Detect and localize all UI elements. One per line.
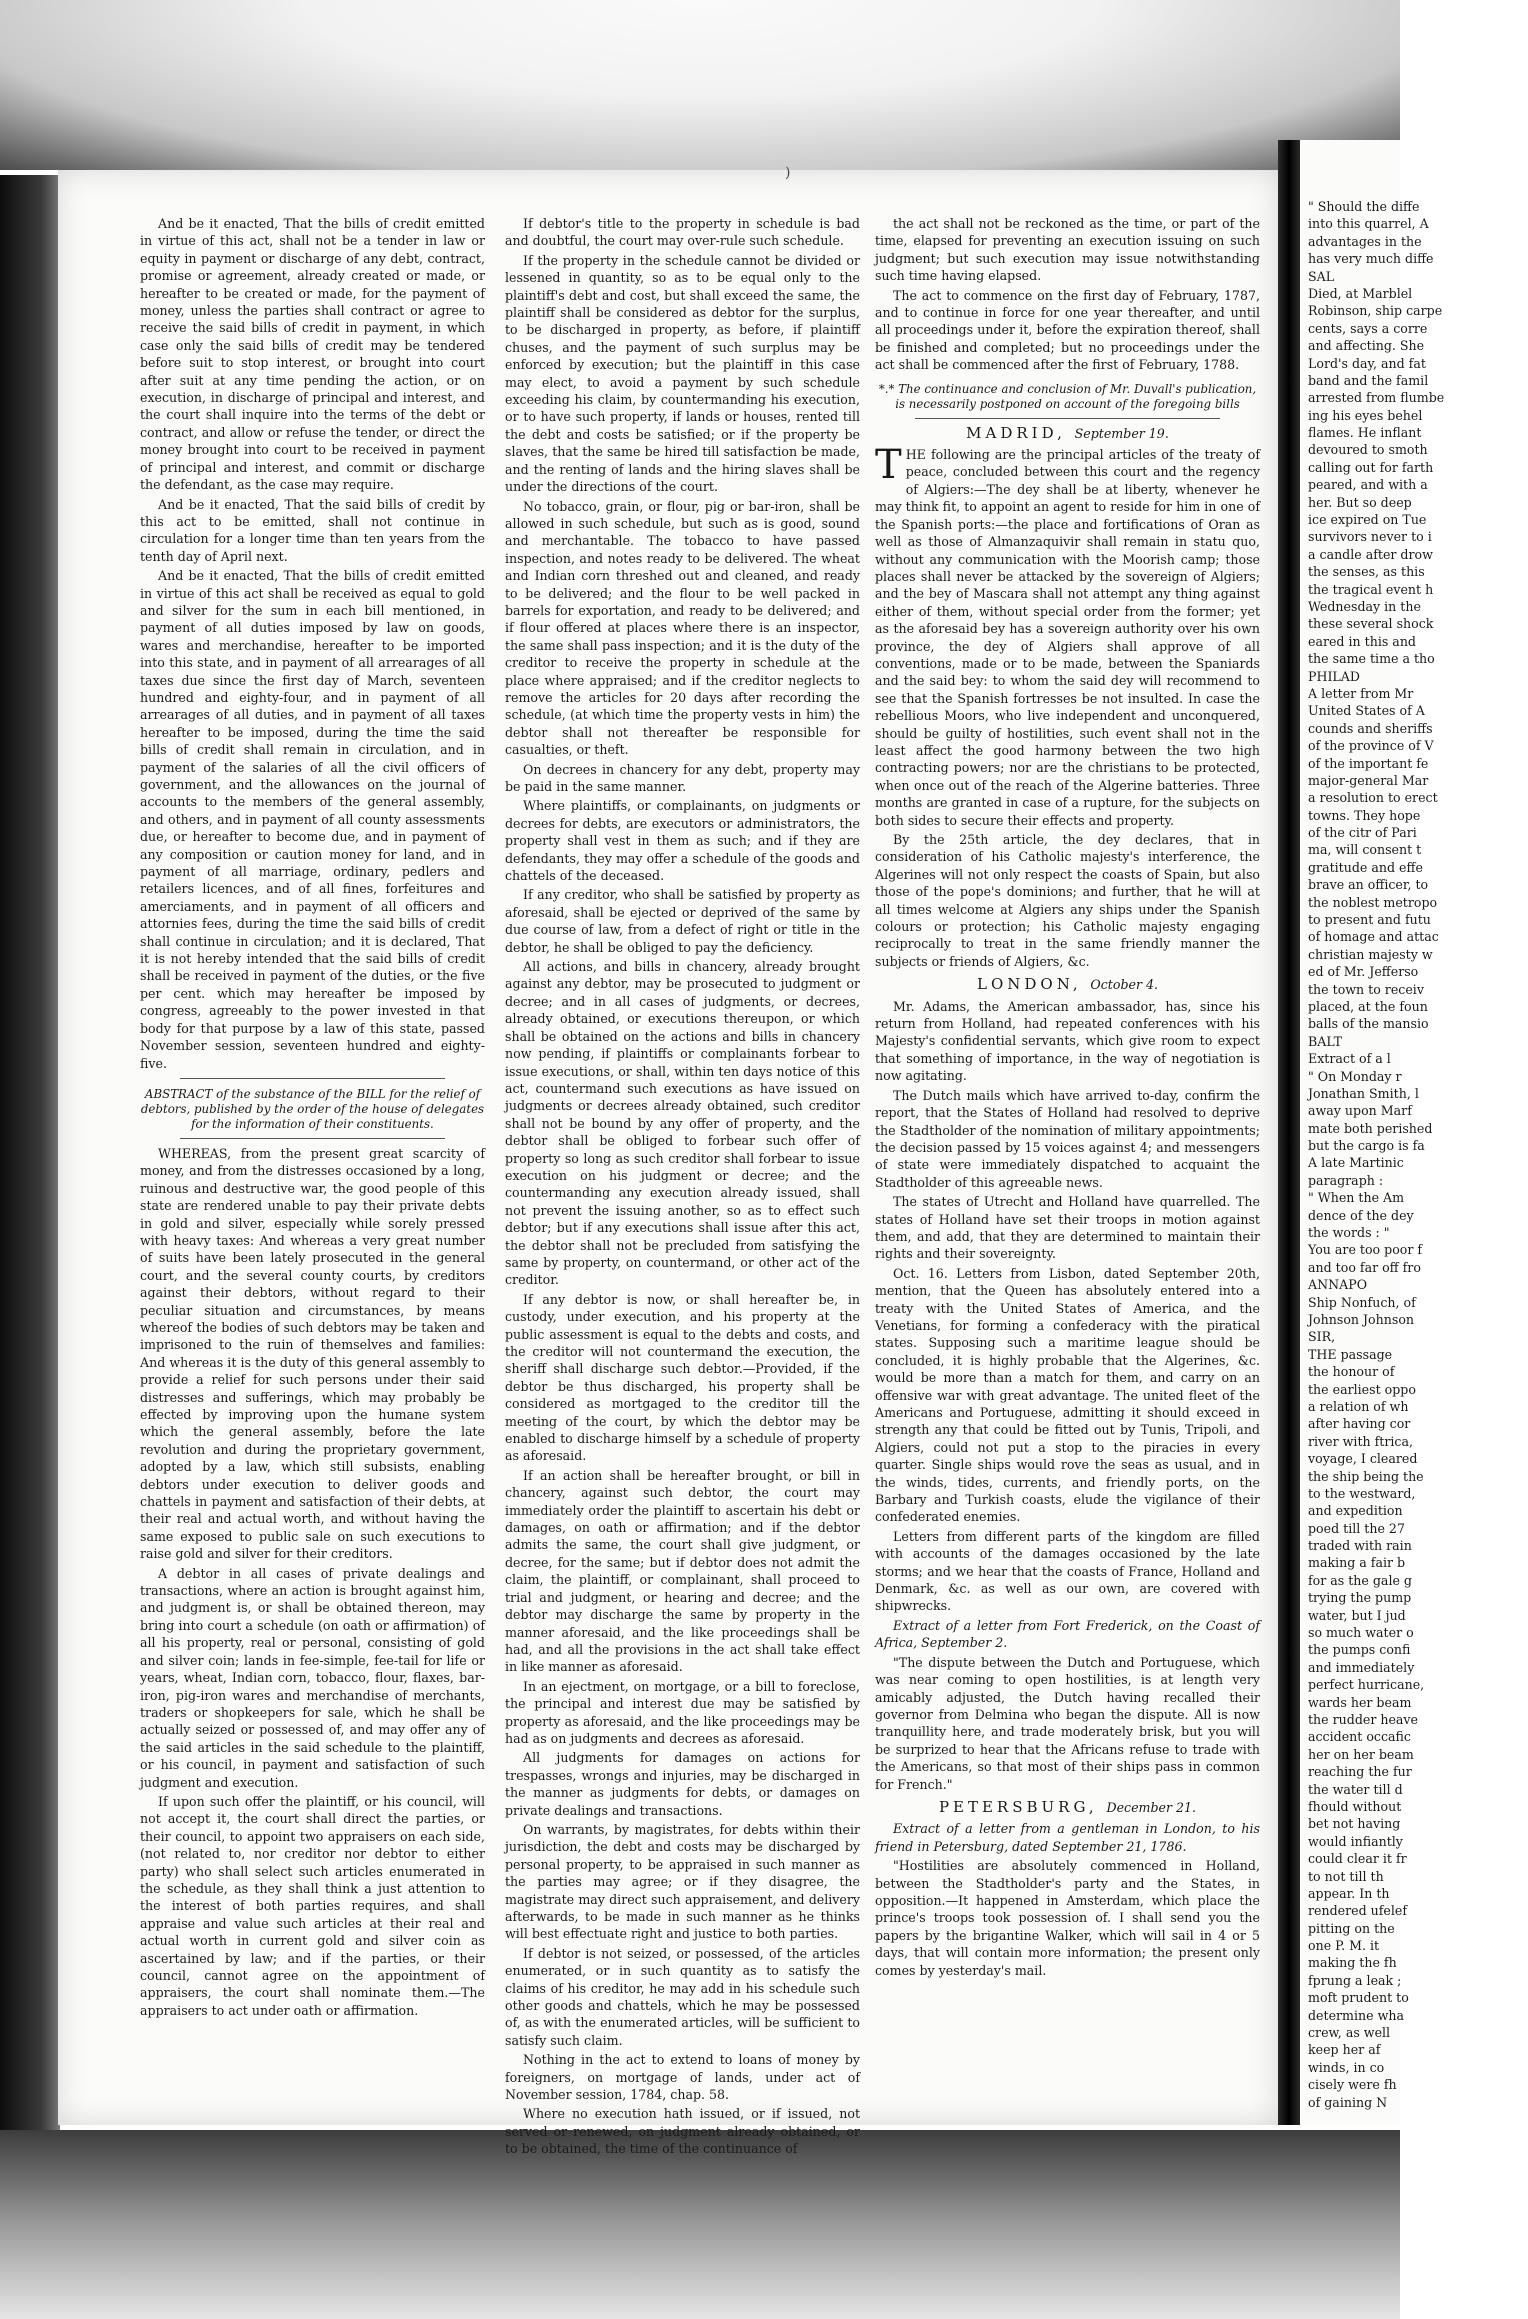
- text-line: poed till the 27: [1308, 1520, 1405, 1536]
- text-line: determine wha: [1308, 2007, 1404, 2023]
- text-line: the rudder heave: [1308, 1711, 1418, 1727]
- text-line: A late Martinic: [1308, 1155, 1404, 1171]
- text-line: one P. M. it: [1308, 1938, 1380, 1954]
- text-line: christian majesty w: [1308, 946, 1433, 962]
- text-line: voyage, I cleared: [1308, 1451, 1418, 1467]
- text-line: arrested from flumbe: [1308, 390, 1445, 406]
- text-line: and too far off fro: [1308, 1259, 1421, 1275]
- text-line: of homage and attac: [1308, 929, 1439, 945]
- text-line: the noblest metropo: [1308, 894, 1438, 910]
- paragraph: And be it enacted, That the bills of credit emitted in virtue of this act, shall not be a tender in law or equity in payment or discharge of any debt, contract, promise or agreement, already created or made, or hereafter to be created or made, for the payment of money, unless the parties shall contract or agree to receive the said bills of credit in payment, in which case only the said bills of credit may be tendered before suit to stop interest, or brought into court after suit at any time pending the action, or on execution, in discharge of principal and interest, and the court shall inquire into the terms of the debt or contract, and allow or refuse the tender, or direct the money brought into court to be received in payment of principal and interest, and commit or discharge the defendant, as the case may require.: [140, 216, 485, 493]
- text-line: wards her beam: [1308, 1694, 1412, 1710]
- text-line: Died, at Marblel: [1308, 285, 1413, 301]
- paragraph: Where no execution hath issued, or if issued, not served or renewed, on judgment already obtained, or to be obtained, the time of the continuance of: [505, 2106, 860, 2157]
- text-line: advantages in the: [1308, 233, 1422, 249]
- paragraph: If debtor's title to the property in schedule is bad and doubtful, the court may over-rule such schedule.: [505, 216, 860, 249]
- dateline-date: October 4.: [1090, 977, 1158, 993]
- drop-cap: T: [875, 442, 902, 489]
- text-line: away upon Marf: [1308, 1103, 1412, 1119]
- paragraph: WHEREAS, from the present great scarcity of money, and from the distresses occasioned by a long, ruinous and destructive war, the good people of this state are rendered unable to pay their private debts in gold and silver, especially while sorely pressed with heavy taxes: And whereas a very great number of suits have been lately prosecuted in the general court, and the several county courts, by creditors against their debtors, without regard to their peculiar situation and circumstances, by means whereof the bodies of such debtors may be taken and imprisoned to the ruin of themselves and families: And whereas it is the duty of this general assembly to provide a relief for such persons under their said distresses and sufferings, which may probably be effected by improving upon the humane system which the general assembly, before the late revolution and during the proprietary government, adopted by a law, which still subsists, enabling debtors under execution to deliver goods and chattels in payment and satisfaction of their debts, at their real and actual worth, and without having the same exposed to public sale on such executions to raise gold and silver for their creditors.: [140, 1145, 485, 1562]
- dateline-madrid: [875, 425, 1260, 442]
- text-line: after having cor: [1308, 1416, 1411, 1432]
- text-line: of the important fe: [1308, 755, 1429, 771]
- dateline-city: LONDON,: [977, 975, 1082, 994]
- text-line: ed of Mr. Jefferso: [1308, 964, 1419, 980]
- paragraph: By the 25th article, the dey declares, that in consideration of his Catholic majesty's interference, the Algerines will not only respect the coasts of Spain, but also those of the pope's dominions; and further, that he will at all times welcome at Algiers any ships under the Spanish colours or protection; his Catholic majesty engaging reciprocally to treat in the same friendly manner the subjects or friends of Algiers, &c.: [875, 832, 1260, 969]
- text-line: Ship Nonfuch, of: [1308, 1294, 1416, 1310]
- paragraph: If the property in the schedule cannot be divided or lessened in quantity, so as to be equal only to the plaintiff's debt and cost, but shall exceed the same, the plaintiff shall be considered as debtor for the surplus, to be discharged in property, as before, if plaintiff chuses, and the payment of such surplus may be enforced by execution; but the plaintiff in this case may elect, to avoid a payment by such schedule exceeding his claim, by countermanding his execution, or to have such property, if lands or houses, rented till the debt and costs be satisfied; or if the property be slaves, that the same be hired till satisfaction be made, and the renting of lands and the hiring slaves shall be under the directions of the court.: [505, 252, 860, 495]
- text-line: the same time a tho: [1308, 651, 1435, 667]
- paragraph: [875, 442, 1260, 829]
- text-line: brave an officer, to: [1308, 877, 1429, 893]
- text-line: traded with rain: [1308, 1538, 1412, 1554]
- paragraph: The act to commence on the first day of February, 1787, and to continue in force for one year thereafter, and until all proceedings under it, before the expiration thereof, shall be finished and completed; but no proceedings under the act shall be commenced after the first of February, 1788.: [875, 287, 1260, 373]
- text-line: major-general Mar: [1308, 772, 1429, 788]
- paragraph: Nothing in the act to extend to loans of money by foreigners, on mortgage of lands, under act of November session, 1784, chap. 58.: [505, 2052, 860, 2103]
- text-line: eared in this and: [1308, 633, 1416, 649]
- paragraph: "The dispute between the Dutch and Portuguese, which was near coming to open hostilities, is at length very amicably adjusted, the Dutch having recalled their governor from Delmina who began the dispute. All is now tranquillity here, and trade moderately brisk, but you will be surprized to hear that the Africans refuse to trade with the Americans, so that most of their ships pass in common for French.": [875, 1654, 1260, 1792]
- text-line: fprung a leak ;: [1308, 1972, 1402, 1988]
- text-line: the earliest oppo: [1308, 1381, 1416, 1397]
- paragraph: Mr. Adams, the American ambassador, has, since his return from Holland, had repeated conferences with his Majesty's confidential servants, which give room to expect that something of importance, in the way of negotiation is now agitating.: [875, 998, 1260, 1084]
- text-line: survivors never to i: [1308, 529, 1432, 545]
- paragraph: Letters from different parts of the kingdom are filled with accounts of the damages occasioned by the late storms; and we hear that the coasts of France, Holland and Denmark, &c. as well as our own, are covered with shipwrecks.: [875, 1528, 1260, 1614]
- text-line: crew, as well: [1308, 2025, 1391, 2041]
- column-4-partial: [1308, 198, 1528, 2111]
- dateline-city: PETERSBURG,: [938, 1797, 1098, 1816]
- extract-heading: Extract of a letter from Fort Frederick, on the Coast of Africa, September 2.: [875, 1617, 1260, 1651]
- text-line: making the fh: [1308, 1955, 1397, 1971]
- paragraph: A debtor in all cases of private dealings and transactions, where an action is brought against him, and judgment is, or shall be obtained thereon, may bring into court a schedule (on oath or affirmation) of all his property, real or personal, consisting of gold and silver coin; lands in fee-simple, fee-tail for life or years, wheat, Indian corn, tobacco, flour, flaxes, bar-iron, pig-iron wares and merchandise of merchants, traders or shopkeepers for sale, which he shall be actually seized or possessed of, and may offer any of the said articles in the said schedule to the plaintiff, or his council, in payment and satisfaction of such judgment and execution.: [140, 1565, 485, 1790]
- text-line: counds and sheriffs: [1308, 720, 1433, 736]
- paragraph-text: HE following are the principal articles of the treaty of peace, concluded between this court and the regency of Algiers:—The dey shall be at liberty, whenever he may think fit, to appoint an agent to reside for him in one of the Spanish ports:—the place and fortifications of Oran as well as those of Almanzaquivir shall remain in statu quo, without any communication with the Moorish camp; those places shall never be attacked by the sovereign of Algiers; and the bey of Mascara shall not attempt any thing against either of them, without special order from the former; yet as the aforesaid bey has a sovereign authority over his own province, the dey of Algiers shall approve of all conventions, made or to be made, between the Spaniards and the said bey: to whom the said dey will recommend to see that the Spanish fortresses be not insulted. In case the rebellious Moors, who live independent and unconquered, should be guilty of hostilities, such event shall not in the least affect the good harmony between the two high contracting powers; nor are the christians to be protected, when once out of the reach of the Algerine batteries. Three months are granted in case of a rupture, for the subjects on both sides to secure their effects and property.: [875, 447, 1260, 828]
- text-line: bet not having: [1308, 1816, 1401, 1832]
- dateline-petersburg: [875, 1799, 1260, 1816]
- paragraph: And be it enacted, That the bills of credit emitted in virtue of this act shall be received as equal to gold and silver for the sum in each bill mentioned, in payment of all duties imposed by law on goods, wares and merchandise, hereafter to be imported into this state, and in payment of all arrearages of all taxes due since the first day of March, seventeen hundred and eighty-four, and in payment of all arrearages of all duties, and in payment of all taxes hereafter to be imposed, during the time the said bills of credit shall remain in circulation, and in payment of the salaries of all the civil officers of government, and the allowances on the journal of accounts to the members of the general assembly, and others, and in payment of all county assessments due, or hereafter to become due, and in payment of any composition or caution money for land, and in payment of all marriage, ordinary, pedlers and retailers licences, and of all fines, forfeitures and amerciaments, and in payment of all officers and attornies fees, during the time the said bills of credit shall continue in circulation; and it is declared, That it is not hereby intended that the said bills of credit shall be received in payment of the duties, or the five per cent. which may hereafter be imposed by congress, agreeably to the power invested in that body for that purpose by a law of this state, passed November session, seventeen hundred and eighty-five.: [140, 568, 485, 1071]
- divider: [180, 1138, 445, 1139]
- text-line: dence of the dey: [1308, 1207, 1414, 1223]
- text-line: keep her af: [1308, 2042, 1381, 2058]
- paragraph: And be it enacted, That the said bills of credit by this act to be emitted, shall not continue in circulation for a longer time than ten years from the tenth day of April next.: [140, 496, 485, 564]
- text-line: placed, at the foun: [1308, 998, 1428, 1014]
- scan-shadow-bottom: [0, 2130, 1400, 2319]
- text-line: fhould without: [1308, 1798, 1402, 1814]
- text-line: appear. In th: [1308, 1885, 1390, 1901]
- text-line: Lord's day, and fat: [1308, 355, 1426, 371]
- text-line: paragraph :: [1308, 1172, 1384, 1188]
- paragraph: If debtor is not seized, or possessed, of the articles enumerated, or in such quantity as to satisfy the claims of his creditor, he may add in his schedule such other goods and chattels, which he may be possessed of, as with the enumerated articles, will be sufficient to satisfy such claim.: [505, 1945, 860, 2048]
- page-mark: ): [785, 165, 791, 181]
- text-line: Jonathan Smith, l: [1308, 1085, 1419, 1101]
- text-line: to not till th: [1308, 1868, 1384, 1884]
- text-line: so much water o: [1308, 1625, 1414, 1641]
- paragraph: The Dutch mails which have arrived to-day, confirm the report, that the States of Holland had resolved to deprive the Stadtholder of the nomination of military appointments; the decision passed by 15 voices against 4; and messengers of state were immediately dispatched to acquaint the Stadtholder of this agreeable news.: [875, 1087, 1260, 1190]
- scan-shadow-top: [0, 0, 1400, 170]
- text-line: perfect hurricane,: [1308, 1677, 1425, 1693]
- text-line: a candle after drow: [1308, 546, 1433, 562]
- abstract-heading: ABSTRACT of the substance of the BILL for the relief of debtors, published by the order of the house of delegates for the information of their constituents.: [140, 1086, 485, 1131]
- text-line: ma, will consent t: [1308, 842, 1422, 858]
- postponement-notice: *.* The continuance and conclusion of Mr. Duvall's publication, is necessarily postponed on account of the foregoing bills: [878, 381, 1257, 411]
- text-line: and expedition: [1308, 1503, 1403, 1519]
- text-line: cents, says a corre: [1308, 320, 1428, 336]
- text-line: river with ftrica,: [1308, 1433, 1413, 1449]
- text-line: rendered ufelef: [1308, 1903, 1408, 1919]
- text-line: a relation of wh: [1308, 1398, 1409, 1414]
- page-gutter: [1278, 140, 1300, 2125]
- divider: [180, 1078, 445, 1079]
- text-line: peared, and with a: [1308, 477, 1428, 493]
- text-line: band and the famil: [1308, 372, 1429, 388]
- paragraph: On decrees in chancery for any debt, property may be paid in the same manner.: [505, 761, 860, 794]
- text-line: her. But so deep: [1308, 494, 1412, 510]
- text-line: moft prudent to: [1308, 1990, 1409, 2006]
- dateline-date: September 19.: [1074, 425, 1169, 441]
- text-line: would infiantly: [1308, 1833, 1403, 1849]
- paragraph: "Hostilities are absolutely commenced in Holland, between the Stadtholder's party and the States, in opposition.—It happened in Amsterdam, which place the prince's troops took possession of. I shall send you the papers by the brigantine Walker, which will sail in 4 or 5 days, that will contain more information; the present only comes by yesterday's mail.: [875, 1858, 1260, 1978]
- text-line: of the province of V: [1308, 738, 1434, 754]
- text-line: the honour of: [1308, 1364, 1395, 1380]
- text-line: ANNAPO: [1308, 1277, 1368, 1293]
- paragraph: If any creditor, who shall be satisfied by property as aforesaid, shall be ejected or deprived of the same by due course of law, from a defect of right or title in the debtor, he shall be obliged to pay the deficiency.: [505, 887, 860, 955]
- paragraph: If any debtor is now, or shall hereafter be, in custody, under execution, and his property at the public assessment is equal to the debts and costs, and the creditor will not countermand the execution, the sheriff shall discharge such debtor.—Provided, if the debtor be thus discharged, his property shall be considered as mortgaged to the creditor till the meeting of the court, by which the debtor may be enabled to discharge himself by a schedule of property as aforesaid.: [505, 1291, 860, 1464]
- text-line: Robinson, ship carpe: [1308, 303, 1443, 319]
- text-line: a resolution to erect: [1308, 790, 1438, 806]
- text-line: the tragical event h: [1308, 581, 1434, 597]
- text-line: Extract of a l: [1308, 1051, 1391, 1067]
- text-line: has very much diffe: [1308, 251, 1434, 267]
- text-line: making a fair b: [1308, 1555, 1406, 1571]
- text-line: ing his eyes behel: [1308, 407, 1423, 423]
- extract-heading: Extract of a letter from a gentleman in London, to his friend in Petersburg, dated September 21, 1786.: [875, 1821, 1260, 1854]
- text-line: and immediately: [1308, 1659, 1415, 1675]
- text-line: the town to receiv: [1308, 981, 1424, 997]
- paragraph: Where plaintiffs, or complainants, on judgments or decrees for debts, are executors or administrators, the property shall vest in them as such; and if they are defendants, they may offer a schedule of the goods and chattels of the deceased.: [505, 798, 860, 884]
- text-line: winds, in co: [1308, 2059, 1385, 2075]
- text-line: her on her beam: [1308, 1746, 1414, 1762]
- text-line: balls of the mansio: [1308, 1016, 1429, 1032]
- text-line: the pumps confi: [1308, 1642, 1411, 1658]
- text-line: cisely were fh: [1308, 2077, 1397, 2093]
- text-line: but the cargo is fa: [1308, 1138, 1425, 1154]
- text-line: accident occafic: [1308, 1729, 1411, 1745]
- text-line: THE passage: [1308, 1346, 1393, 1362]
- text-line: BALT: [1308, 1033, 1343, 1049]
- column-3: [875, 215, 1260, 2110]
- paragraph: All judgments for damages on actions for trespasses, wrongs and injuries, may be discharged in the manner as judgments for debts, or damages on private dealings and transactions.: [505, 1750, 860, 1818]
- text-line: " When the Am: [1308, 1190, 1405, 1206]
- text-line: United States of A: [1308, 703, 1425, 719]
- text-line: to present and futu: [1308, 912, 1431, 928]
- text-line: " Should the diffe: [1308, 199, 1420, 214]
- column-2: [505, 215, 860, 2157]
- text-line: PHILAD: [1308, 668, 1360, 684]
- text-line: You are too poor f: [1308, 1242, 1423, 1258]
- text-line: trying the pump: [1308, 1590, 1412, 1606]
- text-line: of gaining N: [1308, 2094, 1388, 2110]
- text-line: reaching the fur: [1308, 1764, 1412, 1780]
- paragraph: On warrants, by magistrates, for debts within their jurisdiction, the debt and costs may be discharged by personal property, to be appraised in such manner as the parties may agree; or if they disagree, the magistrate may direct such appraisement, and delivery afterwards, to be made in such manner as he thinks will best effectuate right and justice to both parties.: [505, 1821, 860, 1942]
- text-line: mate both perished: [1308, 1120, 1433, 1136]
- paragraph: the act shall not be reckoned as the time, or part of the time, elapsed for preventing an execution issuing on such judgment; but such execution may issue notwithstanding such time having elapsed.: [875, 216, 1260, 284]
- dateline-city: MADRID,: [966, 423, 1066, 442]
- dateline-london: [875, 976, 1260, 993]
- text-line: devoured to smoth: [1308, 442, 1428, 458]
- text-line: A letter from Mr: [1308, 685, 1414, 701]
- text-line: SAL: [1308, 268, 1335, 284]
- paragraph: Oct. 16. Letters from Lisbon, dated September 20th, mention, that the Queen has absolutely entered into a treaty with the United States of America, and the Venetians, for forming a confederacy with the piratical states. Supposing such a maritime league should be concluded, it is highly probable that the Algerines, &c. would be more than a match for them, and carry on an offensive war with great advantage. The united fleet of the Americans and Portuguese, admitting it should exceed in strength any that could be fitted out by Tunis, Tripoli, and Algiers, could not put a stop to the piracies in every quarter. Single ships would rove the seas as usual, and in the winds, tides, currents, and friendly ports, on the Barbary and Turkish coasts, elude the vigilance of their confederated enemies.: [875, 1265, 1260, 1525]
- paragraph: If upon such offer the plaintiff, or his council, will not accept it, the court shall direct the parties, or their council, to appoint two appraisers on each side, (not related to, nor creditor nor debtor to either party) who shall select such articles enumerated in the schedule, as they shall think a just attention to the interest of both parties requires, and shall appraise and value such articles at their real and actual worth in current gold and silver coin as ascertained by law; and if the parties, or their council, cannot agree on the appointment of appraisers, the court shall nominate them.—The appraisers to act under oath or affirmation.: [140, 1793, 485, 2018]
- text-line: the words : ": [1308, 1225, 1390, 1241]
- paragraph: No tobacco, grain, or flour, pig or bar-iron, shall be allowed in such schedule, but such as is good, sound and merchantable. The tobacco to have passed inspection, and notes ready to be delivered. The wheat and Indian corn threshed out and cleaned, and ready to be delivered; and the flour to be well packed in barrels for exportation, and ready to be delivered; and if flour offered at places where there is an inspector, the same shall pass inspection; and it is the duty of the creditor to receive the property in schedule at the place where appraised; and if the creditor neglects to remove the articles for 20 days after recording the schedule, (at which time the property vests in him) the debtor shall not thereafter be responsible for casualties, or theft.: [505, 498, 860, 758]
- text-line: the senses, as this: [1308, 564, 1425, 580]
- text-line: water, but I jud: [1308, 1607, 1406, 1623]
- text-line: to the westward,: [1308, 1485, 1416, 1501]
- text-line: ice expired on Tue: [1308, 512, 1427, 528]
- text-line: the water till d: [1308, 1781, 1403, 1797]
- paragraph: In an ejectment, on mortgage, or a bill to foreclose, the principal and interest due may be satisfied by property as aforesaid, and the like proceedings may be had as on judgments and decrees as aforesaid.: [505, 1678, 860, 1746]
- book-spine: [0, 175, 60, 2135]
- text-line: pitting on the: [1308, 1920, 1395, 1936]
- text-line: could clear it fr: [1308, 1851, 1407, 1867]
- text-line: of the citr of Pari: [1308, 825, 1417, 841]
- text-line: into this quarrel, A: [1308, 216, 1429, 232]
- text-line: Wednesday in the: [1308, 598, 1421, 614]
- dateline-date: December 21.: [1106, 1799, 1197, 1815]
- text-line: gratitude and effe: [1308, 859, 1423, 875]
- text-line: for as the gale g: [1308, 1572, 1412, 1588]
- text-line: the ship being the: [1308, 1468, 1424, 1484]
- text-line: calling out for farth: [1308, 459, 1434, 475]
- text-line: towns. They hope: [1308, 807, 1421, 823]
- column-1: [140, 215, 485, 2110]
- text-line: flames. He inflant: [1308, 425, 1422, 441]
- text-line: and affecting. She: [1308, 338, 1425, 354]
- paragraph: If an action shall be hereafter brought, or bill in chancery, against such debtor, the court may immediately order the plaintiff to ascertain his debt or damages, on oath or affirmation; and if the debtor admits the same, the court shall give judgment, or decree, for the same; but if debtor does not admit the claim, the plaintiff, or complainant, shall proceed to trial and judgment, or hearing and decree; and the debtor may discharge the same by property in the manner aforesaid, and the like proceedings shall be had, and all the provisions in the act shall take effect in like manner as aforesaid.: [505, 1467, 860, 1675]
- next-page-edge: [1300, 140, 1445, 2125]
- divider: [915, 418, 1220, 419]
- text-line: SIR,: [1308, 1329, 1336, 1345]
- paragraph: The states of Utrecht and Holland have quarrelled. The states of Holland have set their troops in motion against them, and add, that they are determined to maintain their rights and their sovereignty.: [875, 1194, 1260, 1262]
- paragraph: All actions, and bills in chancery, already brought against any debtor, may be prosecuted to judgment or decree; and in all cases of judgments, or decrees, already obtained, or executions thereupon, or which shall be obtained on the actions and bills in chancery now pending, if plaintiffs or complainants forbear to issue executions, or shall, within ten days notice of this act, countermand such executions as have issued on judgments or decrees already obtained, such creditor shall not be bound by any offer of property, and the debtor shall be obliged to forbear such offer of property so long as such creditor shall forbear to issue execution on his judgment or decree; and the countermanding any execution already issued, shall not prevent the issuing another, so as to effect such debtor; but if any executions shall issue after this act, the debtor shall not be precluded from satisfying the same by property, on countermand, or other act of the creditor.: [505, 959, 860, 1288]
- text-line: Johnson Johnson: [1308, 1312, 1415, 1327]
- text-line: these several shock: [1308, 616, 1434, 632]
- text-line: " On Monday r: [1308, 1068, 1402, 1084]
